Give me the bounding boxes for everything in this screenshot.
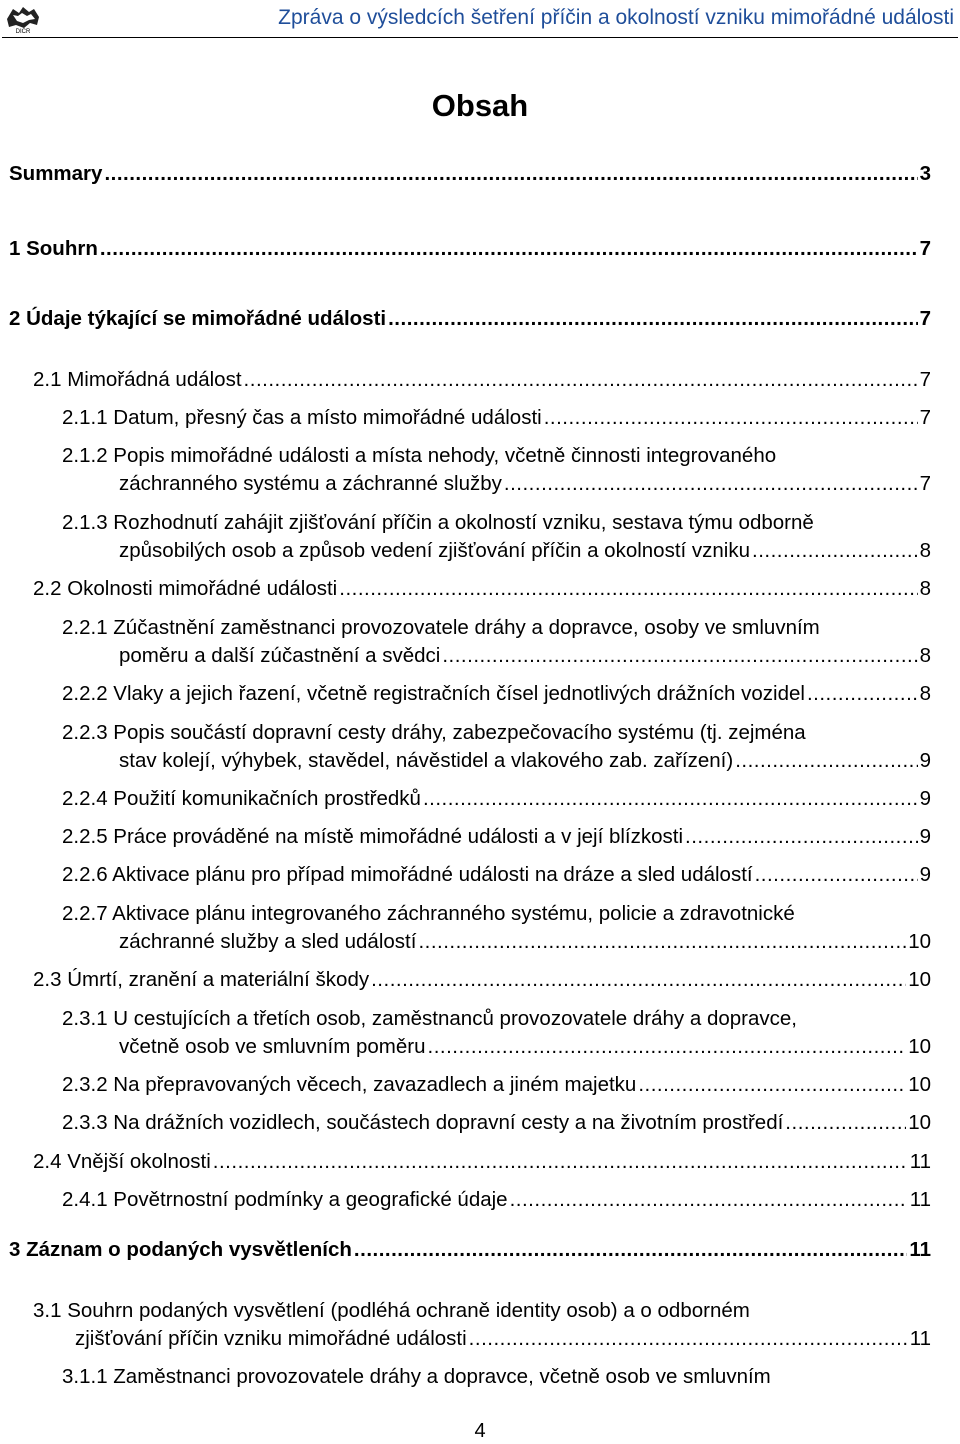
toc-entry-title: záchranné služby a sled událostí bbox=[119, 930, 417, 953]
toc-entry-title: 2 Údaje týkající se mimořádné události bbox=[9, 307, 387, 330]
toc-entry-title: 2.2 Okolnosti mimořádné události bbox=[33, 577, 338, 600]
toc-entry-2-2-7-line1[interactable]: 2.2.7 Aktivace plánu integrovaného záchranného systému, policie a zdravotnické bbox=[62, 902, 795, 925]
toc-entry-3-1[interactable] bbox=[75, 1326, 931, 1352]
toc-entry-2-4-1[interactable] bbox=[62, 1187, 931, 1213]
toc-entry-title: Summary bbox=[9, 162, 103, 185]
toc-page-number: 11 bbox=[909, 1327, 931, 1350]
toc-page-number: 11 bbox=[909, 1150, 931, 1173]
toc-entry-summary[interactable] bbox=[9, 161, 931, 187]
toc-entry-2-3[interactable] bbox=[33, 967, 931, 993]
toc-entry-2-2-1-line1[interactable]: 2.2.1 Zúčastnění zaměstnanci provozovatele dráhy a dopravce, osoby ve smluvním bbox=[62, 616, 820, 639]
toc-page-number: 7 bbox=[919, 237, 931, 260]
toc-entry-2-1-2-line1[interactable]: 2.1.2 Popis mimořádné události a místa nehody, včetně činnosti integrovaného bbox=[62, 444, 777, 467]
toc-leader bbox=[371, 967, 906, 993]
toc-entry-2-2[interactable] bbox=[33, 576, 931, 602]
institution-logo-icon bbox=[4, 3, 42, 35]
toc-leader bbox=[100, 236, 918, 262]
toc-entry-title: 2.2.4 Použití komunikačních prostředků bbox=[62, 787, 421, 810]
toc-page-number: 9 bbox=[919, 825, 931, 848]
toc-leader bbox=[785, 1110, 906, 1136]
toc-page-number: 3 bbox=[919, 162, 931, 185]
toc-page-number: 9 bbox=[919, 863, 931, 886]
toc-leader bbox=[755, 862, 918, 888]
toc-page-number: 10 bbox=[908, 1035, 931, 1058]
toc-page-number: 9 bbox=[919, 787, 931, 810]
toc-leader bbox=[544, 405, 918, 431]
toc-entry-2-4[interactable] bbox=[33, 1149, 931, 1175]
toc-entry-title: 2.3.2 Na přepravovaných věcech, zavazadlech a jiném majetku bbox=[62, 1073, 637, 1096]
toc-entry-2-2-2[interactable] bbox=[62, 681, 931, 707]
toc-page-number: 10 bbox=[908, 1073, 931, 1096]
toc-entry-2-3-1[interactable] bbox=[119, 1034, 931, 1060]
toc-entry-title: 2.1 Mimořádná událost bbox=[33, 368, 242, 391]
toc-leader bbox=[638, 1072, 906, 1098]
toc-page-number: 8 bbox=[919, 539, 931, 562]
toc-page-number: 10 bbox=[908, 968, 931, 991]
toc-leader bbox=[388, 306, 917, 332]
toc-entry-2-2-4[interactable] bbox=[62, 786, 931, 812]
toc-page-number: 9 bbox=[919, 749, 931, 772]
toc-entry-title: 1 Souhrn bbox=[9, 237, 98, 260]
toc-entry-title: 2.2.6 Aktivace plánu pro případ mimořádné události na dráze a sled událostí bbox=[62, 863, 753, 886]
toc-entry-title: 2.4.1 Povětrnostní podmínky a geografické údaje bbox=[62, 1188, 508, 1211]
toc-entry-2-1[interactable] bbox=[33, 367, 931, 393]
toc-entry-2-3-3[interactable] bbox=[62, 1110, 931, 1136]
toc-leader bbox=[504, 471, 918, 497]
toc-entry-2[interactable] bbox=[9, 306, 931, 332]
toc-leader bbox=[752, 538, 918, 564]
toc-page-number: 7 bbox=[919, 472, 931, 495]
toc-entry-2-2-1[interactable] bbox=[119, 643, 931, 669]
toc-entry-2-3-1-line1[interactable]: 2.3.1 U cestujících a třetích osob, zaměstnanců provozovatele dráhy a dopravce, bbox=[62, 1007, 797, 1030]
toc-page-number: 8 bbox=[919, 682, 931, 705]
toc-leader bbox=[807, 681, 918, 707]
toc-entry-3[interactable] bbox=[9, 1237, 931, 1263]
toc-leader bbox=[418, 929, 906, 955]
toc-entry-title: stav kolejí, výhybek, stavědel, návěstidel a vlakového zab. zařízení) bbox=[119, 749, 734, 772]
toc-entry-2-2-3-line1[interactable]: 2.2.3 Popis součástí dopravní cesty dráhy, zabezpečovacího systému (tj. zejména bbox=[62, 721, 806, 744]
toc-entry-2-2-3[interactable] bbox=[119, 748, 931, 774]
toc-page-number: 10 bbox=[908, 1111, 931, 1134]
toc-entry-title: 2.2.2 Vlaky a jejich řazení, včetně registračních čísel jednotlivých drážních vozidel bbox=[62, 682, 805, 705]
toc-entry-title: včetně osob ve smluvním poměru bbox=[119, 1035, 426, 1058]
toc-leader bbox=[213, 1149, 908, 1175]
toc-entry-title: 2.1.1 Datum, přesný čas a místo mimořádné události bbox=[62, 406, 542, 429]
toc-entry-2-2-6[interactable] bbox=[62, 862, 931, 888]
toc-entry-title: 2.4 Vnější okolnosti bbox=[33, 1150, 211, 1173]
toc-leader bbox=[244, 367, 918, 393]
toc-entry-title: 2.3.3 Na drážních vozidlech, součástech dopravní cesty a na životním prostředí bbox=[62, 1111, 784, 1134]
toc-leader bbox=[469, 1326, 908, 1352]
toc-entry-2-1-1[interactable] bbox=[62, 405, 931, 431]
toc-page-number: 7 bbox=[919, 368, 931, 391]
toc-page-number: 8 bbox=[919, 577, 931, 600]
toc-page-number: 8 bbox=[919, 644, 931, 667]
toc-entry-2-1-3[interactable] bbox=[119, 538, 931, 564]
toc-page-number: 7 bbox=[919, 307, 931, 330]
toc-page-number: 11 bbox=[909, 1238, 931, 1261]
page-title: Obsah bbox=[431, 88, 529, 123]
toc-entry-2-2-7[interactable] bbox=[119, 929, 931, 955]
toc-leader bbox=[735, 748, 917, 774]
toc-leader bbox=[510, 1187, 908, 1213]
toc-leader bbox=[339, 576, 917, 602]
toc-page-number: 7 bbox=[919, 406, 931, 429]
page-number: 4 bbox=[474, 1420, 486, 1442]
toc-leader bbox=[685, 824, 918, 850]
toc-page-number: 11 bbox=[909, 1188, 931, 1211]
toc-leader bbox=[354, 1237, 907, 1263]
toc-entry-title: záchranného systému a záchranné služby bbox=[119, 472, 502, 495]
page-header bbox=[0, 0, 960, 42]
toc-entry-2-2-5[interactable] bbox=[62, 824, 931, 850]
toc-entry-3-1-line1[interactable]: 3.1 Souhrn podaných vysvětlení (podléhá ochraně identity osob) a o odborném bbox=[33, 1299, 750, 1322]
toc-entry-title: způsobilých osob a způsob vedení zjišťování příčin a okolností vzniku bbox=[119, 539, 751, 562]
toc-entry-title: poměru a další zúčastnění a svědci bbox=[119, 644, 441, 667]
toc-entry-title: zjišťování příčin vzniku mimořádné události bbox=[75, 1327, 467, 1350]
toc-entry-title: 3 Záznam o podaných vysvětleních bbox=[9, 1238, 352, 1261]
toc-entry-3-1-1-line1[interactable]: 3.1.1 Zaměstnanci provozovatele dráhy a dopravce, včetně osob ve smluvním bbox=[62, 1365, 771, 1388]
toc-entry-2-3-2[interactable] bbox=[62, 1072, 931, 1098]
toc-entry-title: 2.3 Úmrtí, zranění a materiální škody bbox=[33, 968, 370, 991]
toc-entry-title: 2.2.5 Práce prováděné na místě mimořádné události a v její blízkosti bbox=[62, 825, 684, 848]
toc-leader bbox=[104, 161, 917, 187]
toc-leader bbox=[423, 786, 918, 812]
toc-leader bbox=[442, 643, 917, 669]
toc-page-number: 10 bbox=[908, 930, 931, 953]
header-divider bbox=[2, 37, 958, 38]
toc-entry-2-1-2[interactable] bbox=[119, 471, 931, 497]
toc-entry-2-1-3-line1[interactable]: 2.1.3 Rozhodnutí zahájit zjišťování příčin a okolností vzniku, sestava týmu odborně bbox=[62, 511, 814, 534]
svg-text:DICR: DICR bbox=[15, 29, 31, 35]
toc-entry-1[interactable] bbox=[9, 236, 931, 262]
toc-leader bbox=[428, 1034, 907, 1060]
header-title: Zpráva o výsledcích šetření příčin a okolností vzniku mimořádné události bbox=[278, 6, 954, 29]
